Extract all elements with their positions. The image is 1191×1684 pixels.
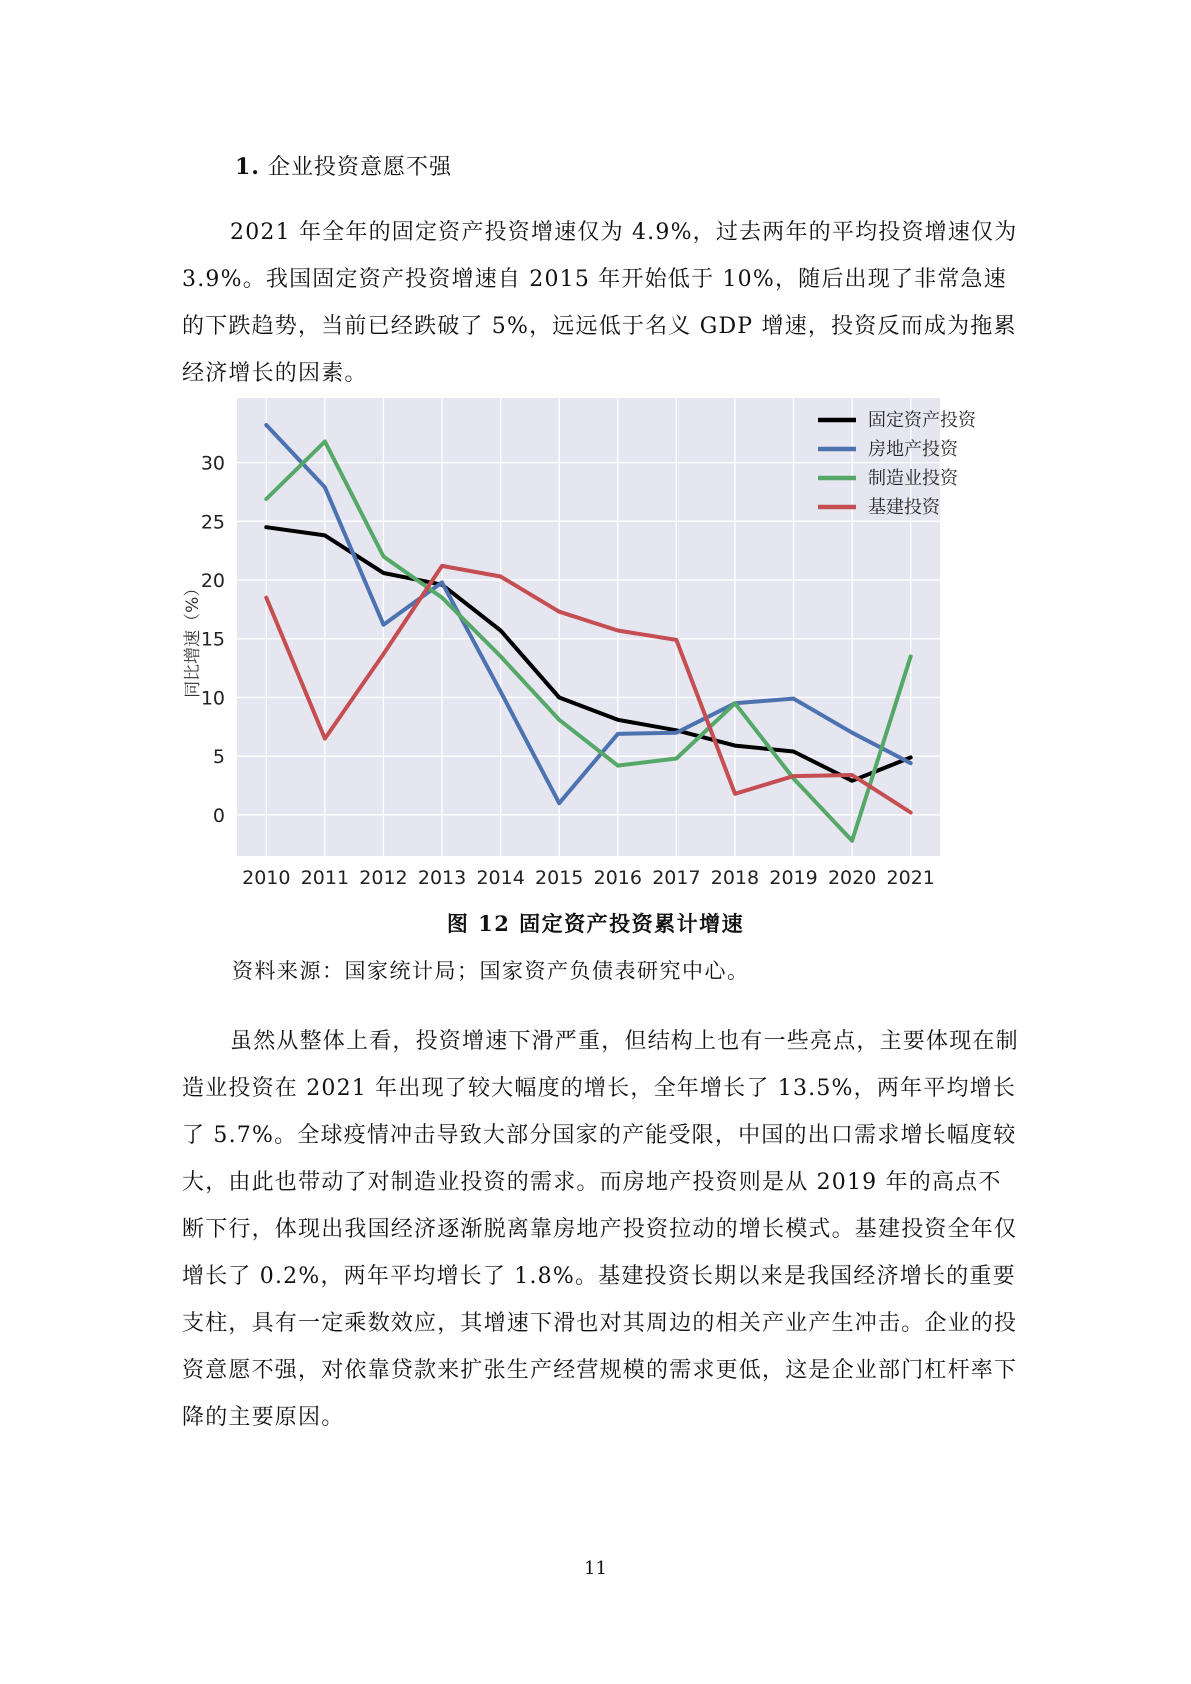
section-heading xyxy=(235,150,452,181)
y-tick-label: 25 xyxy=(200,511,225,534)
y-tick-label: 10 xyxy=(200,687,225,710)
section-number: 1. xyxy=(235,154,260,180)
legend-label: 制造业投资 xyxy=(868,468,958,489)
x-tick-label: 2011 xyxy=(300,867,350,889)
x-tick-label: 2012 xyxy=(359,867,408,889)
y-tick-label: 0 xyxy=(212,804,225,827)
legend-label: 固定资产投资 xyxy=(868,410,976,431)
x-tick-label: 2010 xyxy=(242,867,291,889)
paragraph-text: 虽然从整体上看，投资增速下滑严重，但结构上也有一些亮点，主要体现在制造业投资在 2021 年出现了较大幅度的增长，全年增长了 13.5%，两年平均增长了 5.7%。全球疫情冲击导致大部分国家的产能受限，中国的出口需求增长幅度较大，由此也带动了对制造业投资的需求。而房地产投资则是从 2019 年的高点不断下行，体现出我国经济逐渐脱离靠房地产投资拉动的增长模式。基建投资全年仅增长了 0.2%，两年平均增长了 1.8%。基建投资长期以来是我国经济增长的重要支柱，具有一定乘数效应，其增速下滑也对其周边的相关产业产生冲击。企业的投资意愿不强，对依靠贷款来扩张生产经营规模的需求更低，这是企业部门杠杆率下降的主要原因。 xyxy=(182,1029,1019,1430)
y-tick-label: 30 xyxy=(200,452,225,475)
x-tick-label: 2018 xyxy=(710,867,760,889)
paragraph-intro xyxy=(182,209,1020,397)
x-tick-label: 2020 xyxy=(827,867,877,889)
paragraph-analysis xyxy=(182,1018,1020,1441)
y-tick-label: 5 xyxy=(212,746,225,769)
figure-caption: 图 12 固定资产投资累计增速 xyxy=(446,911,745,936)
plot-background xyxy=(237,398,940,856)
x-tick-label: 2021 xyxy=(886,867,935,889)
x-tick-label: 2015 xyxy=(535,867,584,889)
x-tick-label: 2016 xyxy=(593,867,642,889)
legend-label: 房地产投资 xyxy=(868,439,958,460)
x-tick-label: 2013 xyxy=(417,867,467,889)
investment-growth-line-chart xyxy=(170,390,1020,900)
x-tick-label: 2014 xyxy=(476,867,525,889)
x-tick-label: 2017 xyxy=(652,867,701,889)
y-axis-label: 同比增速（%） xyxy=(183,579,203,698)
y-tick-label: 15 xyxy=(200,628,225,651)
page-number: 11 xyxy=(584,1558,607,1579)
paragraph-text: 2021 年全年的固定资产投资增速仅为 4.9%，过去两年的平均投资增速仅为 3.9%。我国固定资产投资增速自 2015 年开始低于 10%，随后出现了非常急速的下跌趋势，当前已经跌破了 5%，远远低于名义 GDP 增速，投资反而成为拖累经济增长的因素。 xyxy=(182,220,1018,386)
legend-label: 基建投资 xyxy=(868,497,940,518)
x-tick-label: 2019 xyxy=(769,867,818,889)
section-title: 企业投资意愿不强 xyxy=(267,155,452,180)
figure-source: 资料来源：国家统计局；国家资产负债表研究中心。 xyxy=(232,959,750,983)
y-tick-label: 20 xyxy=(200,570,225,593)
